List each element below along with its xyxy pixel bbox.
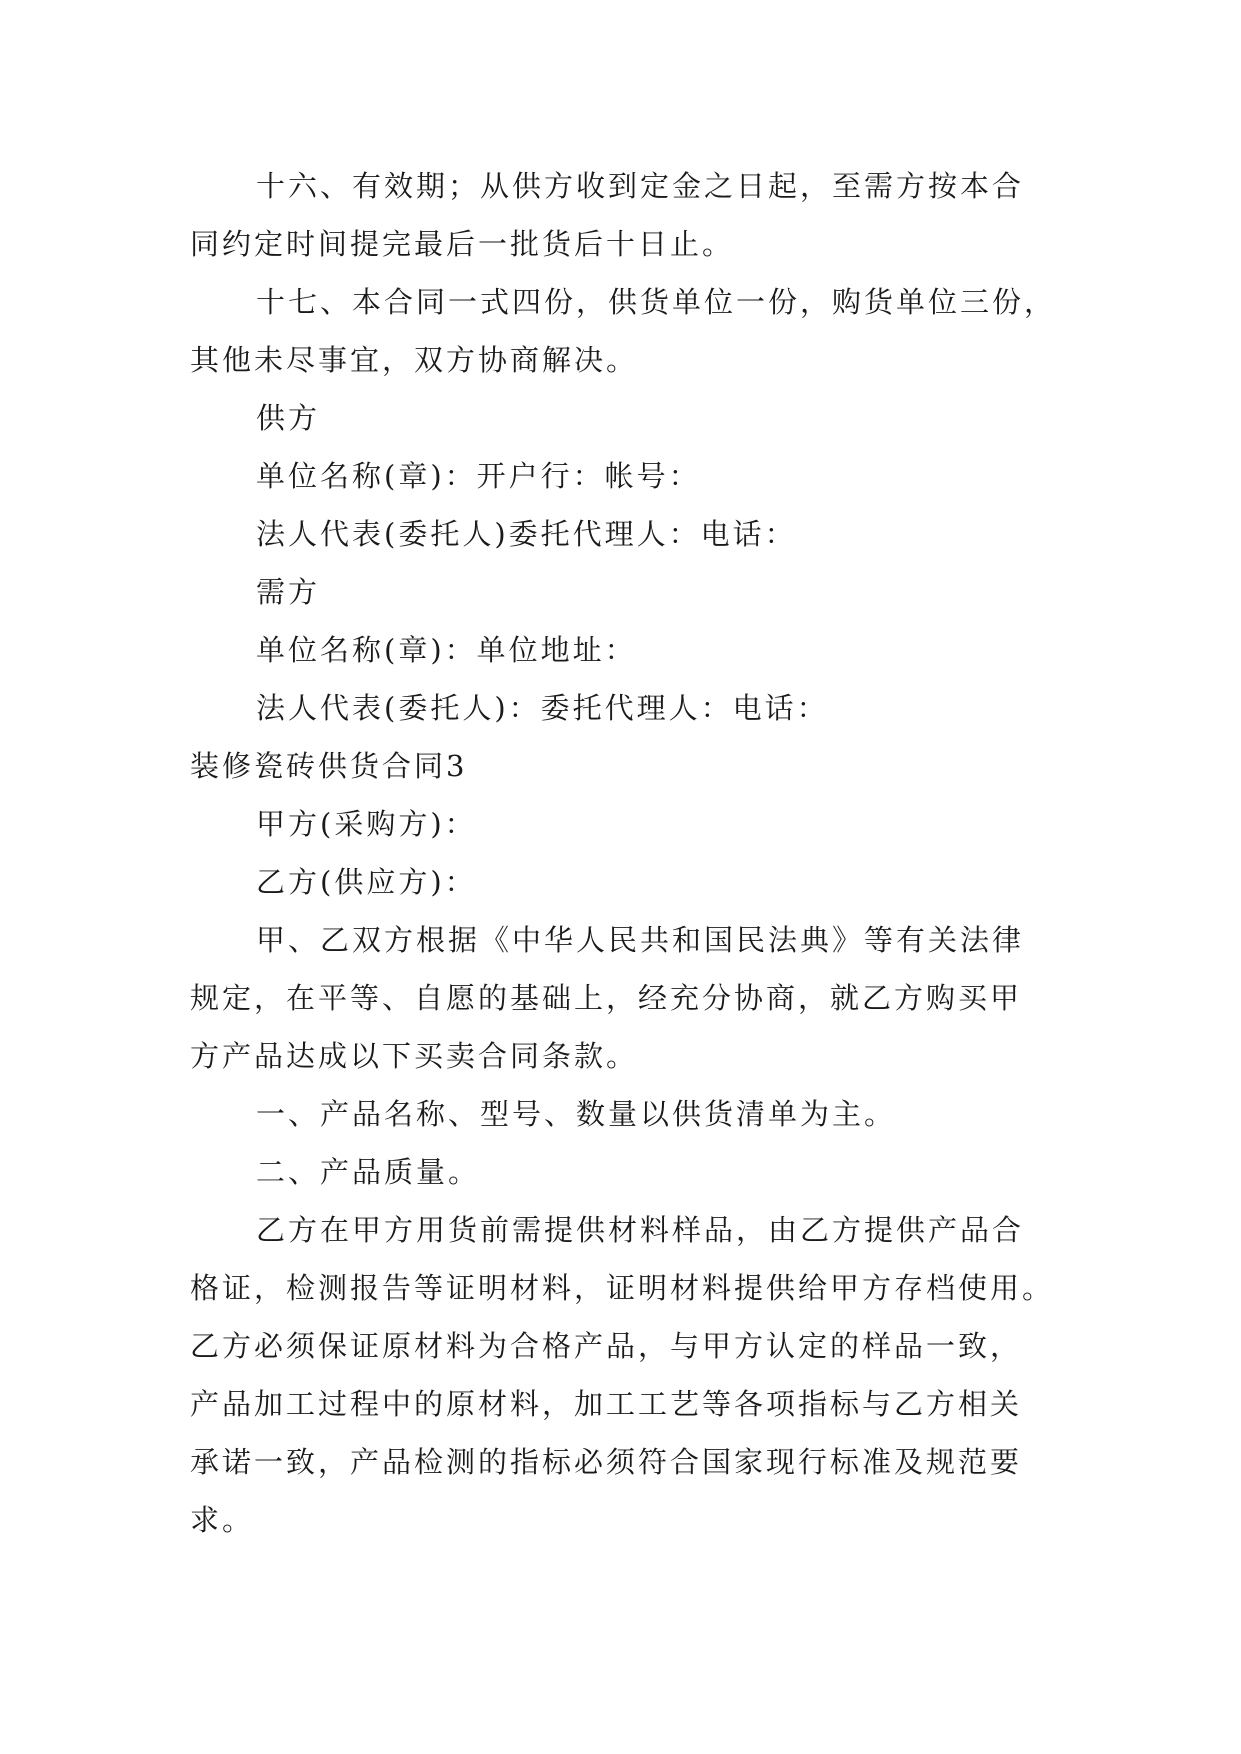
text-line: 一、产品名称、型号、数量以供货清单为主。 bbox=[256, 1097, 897, 1131]
text-line: 同约定时间提完最后一批货后十日止。 bbox=[190, 227, 735, 261]
text-line: 单位名称(章)：开户行：帐号： bbox=[256, 459, 701, 493]
text-line: 乙方在甲方用货前需提供材料样品，由乙方提供产品合 bbox=[256, 1213, 1025, 1247]
text-line: 法人代表(委托人)委托代理人：电话： bbox=[256, 517, 797, 551]
text-line: 规定，在平等、自愿的基础上，经充分协商，就乙方购买甲 bbox=[190, 981, 1023, 1015]
text-line: 承诺一致，产品检测的指标必须符合国家现行标准及规范要 bbox=[190, 1445, 1023, 1479]
text-line: 产品加工过程中的原材料，加工工艺等各项指标与乙方相关 bbox=[190, 1387, 1023, 1421]
text-line: 格证，检测报告等证明材料，证明材料提供给甲方存档使用。 bbox=[190, 1271, 1055, 1305]
text-line: 需方 bbox=[256, 575, 321, 609]
text-line: 乙方(供应方)： bbox=[256, 865, 477, 899]
text-line: 供方 bbox=[256, 401, 321, 435]
text-line: 乙方必须保证原材料为合格产品，与甲方认定的样品一致， bbox=[190, 1329, 1023, 1363]
text-line: 其他未尽事宜，双方协商解决。 bbox=[190, 343, 639, 377]
text-line: 十七、本合同一式四份，供货单位一份，购货单位三份， bbox=[256, 285, 1057, 319]
text-line: 甲方(采购方)： bbox=[256, 807, 477, 841]
text-line: 单位名称(章)：单位地址： bbox=[256, 633, 637, 667]
text-line: 法人代表(委托人)：委托代理人：电话： bbox=[256, 691, 829, 725]
text-line: 二、产品质量。 bbox=[256, 1155, 481, 1189]
document-page bbox=[190, 157, 1060, 1549]
text-line: 方产品达成以下买卖合同条款。 bbox=[190, 1039, 639, 1073]
section-heading: 装修瓷砖供货合同3 bbox=[190, 749, 468, 783]
text-line: 求。 bbox=[190, 1503, 255, 1537]
text-line: 十六、有效期；从供方收到定金之日起，至需方按本合 bbox=[256, 169, 1025, 203]
text-line: 甲、乙双方根据《中华人民共和国民法典》等有关法律 bbox=[256, 923, 1025, 957]
